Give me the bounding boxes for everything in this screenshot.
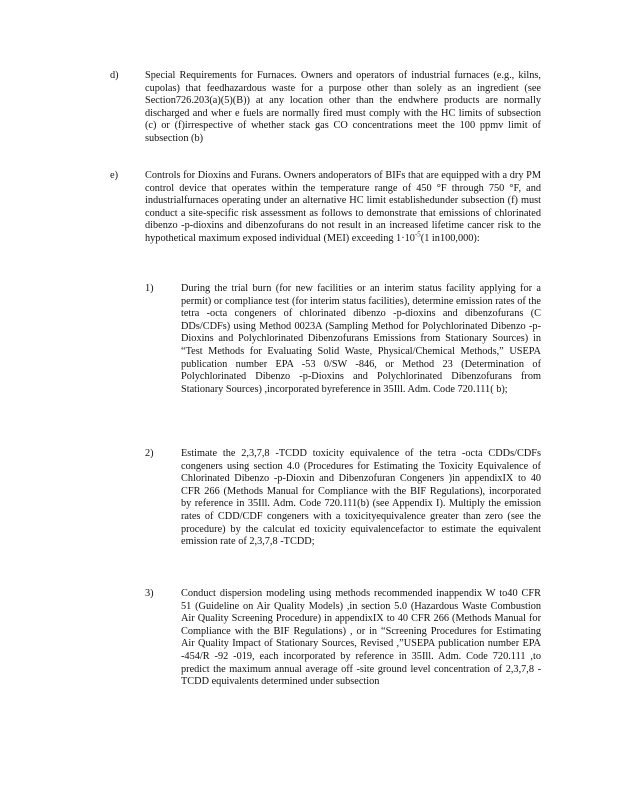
item-text: Special Requirements for Furnaces. Owners and operators of industrial furnaces (e.g., kilns, cupolas) that feedhazardous waste for a purpose other than solely as an ingredient (see Section726.203(a)(5)(B)) at any location other than the endwhere products are normally discharged and wher e fuels are normally fired must comply with the HC limits of subsection (c) or (f)irrespective of whether stack gas CO concentrations meet the 100 ppmv limit of subsection (b) <box>145 70 541 144</box>
item-text-exponent: -5 <box>414 230 421 239</box>
subitem-text: During the trial burn (for new facilities or an interim status facility applying for a permit) or compliance test (for interim status facilities), determine emission rates of the tetra -octa congeners of chlorinated dibenzo -p-dioxins and dibenzofurans (C DDs/CDFs) using Method 0023A (Sampling Method for Polychlorinated Dibenzo -p-Dioxins and Polychlorinated Dibenzofurans Emissions from Stationary Sources) in “Test Methods for Evaluating Solid Waste, Physical/Chemical Methods,” USEPA publication number EPA -53 0/SW -846, or Method 23 (Determination of Polychlorinated Dibenzo -p-Dioxins and Polychlorinated Dibenzofurans from Stationary Sources) ,incorporated byreference in 35Ill. Adm. Code 720.111( b); <box>181 283 541 395</box>
subitem-marker: 2) <box>145 448 154 459</box>
subitem-text: Estimate the 2,3,7,8 -TCDD toxicity equivalence of the tetra -octa CDDs/CDFs congeners using section 4.0 (Procedures for Estimating the Toxicity Equivalence of Chlorinated Dibenzo -p-Dioxin and Dibenzofuran Congeners )in appendixIX to 40 CFR 266 (Methods Manual for Compliance with the BIF Regulations), incorporated by reference in 35Ill. Adm. Code 720.111(b) (see Appendix I). Multiply the emission rates of CDD/CDF congeners with a toxicityequivalence greater than zero (see the procedure) by the calculat ed toxicity equivalencefactor to estimate the equivalent emission rate of 2,3,7,8 -TCDD; <box>181 448 541 548</box>
item-text <box>145 170 541 246</box>
subitem-marker: 1) <box>145 283 154 294</box>
item-marker: e) <box>110 170 118 181</box>
item-marker: d) <box>110 70 119 81</box>
item-text-tail: (1 in100,000): <box>420 232 480 244</box>
item-text-main: Controls for Dioxins and Furans. Owners andoperators of BIFs that are equipped with a dry PM control device that operates within the temperature range of 450 °F through 750 °F, and industrialfurnaces operating under an alternative HC limit establishedunder subsection (f) must conduct a site-specific risk assessment as follows to demonstrate that emissions of chlorinated dibenzo -p-dioxins and dibenzofurans do not result in an increased lifetime cancer risk to the hypothetical maximum exposed individual (MEI) exceeding 1·10 <box>145 170 541 244</box>
subitem-marker: 3) <box>145 588 154 599</box>
subitem-text: Conduct dispersion modeling using methods recommended inappendix W to40 CFR 51 (Guideline on Air Quality Models) ,in section 5.0 (Hazardous Waste Combustion Air Quality Screening Procedure) in appendixIX to 40 CFR 266 (Methods Manual for Compliance with the BIF Regulations) , or in “Screening Procedures for Estimating Air Quality Impact of Stationary Sources, Revised ,”USEPA publication number EPA -454/R -92 -019, each incorporated by reference in 35Ill. Adm. Code 720.111 ,to predict the maximum annual average off -site ground level concentration of 2,3,7,8 -TCDD equivalents determined under subsection <box>181 588 541 688</box>
